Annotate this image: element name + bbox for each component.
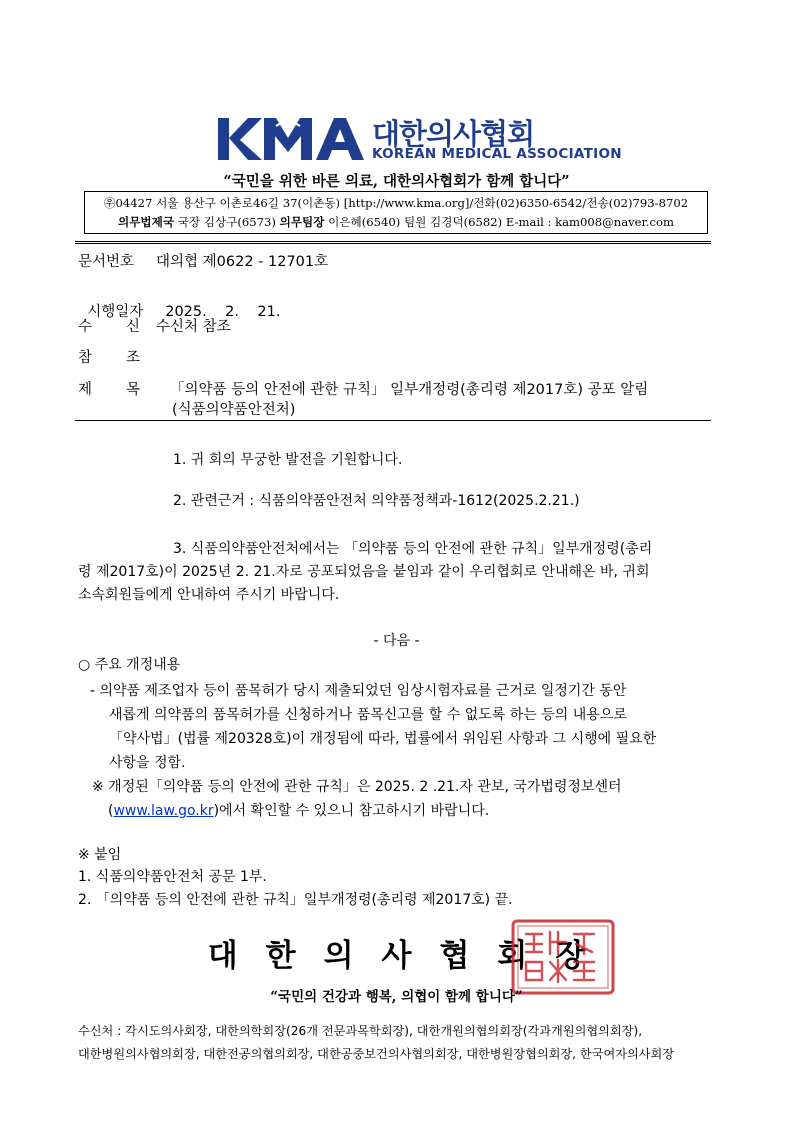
doc-number: 대의협 제0622 - 12701호 <box>156 254 329 270</box>
date: 2025. 2. 21. <box>165 304 281 320</box>
section-title: ○ 주요 개정내용 <box>78 657 181 673</box>
reference-label-1: 참 <box>78 350 93 366</box>
recipients-line-2: 대한병원의사협의회장, 대한전공의협의회장, 대한공중보건의사협의회장, 대한병원장협의회장, 한국여자의사회장 <box>78 1047 675 1061</box>
org-name-english: KOREAN MEDICAL ASSOCIATION <box>372 146 622 162</box>
item-line-2: 새롭게 의약품의 품목허가를 신청하거나 품목신고를 할 수 없도록 하는 등의 내용으로 <box>109 707 627 723</box>
closing-slogan: “국민의 건강과 행복, 의협이 함께 합니다” <box>270 989 523 1005</box>
reference-row <box>78 346 156 367</box>
contact-line-1: ㉾04427 서울 용산구 이촌로46길 37(이촌동) [http://www.kma.org]/전화(02)6350-6542/전송(02)793-8702 <box>103 196 689 210</box>
subject-line-2: (식품의약품안전처) <box>172 402 296 418</box>
meta-divider <box>75 420 711 421</box>
date-label: 시행일자 <box>87 304 144 320</box>
paragraph-3-line-1: 3. 식품의약품안전처에서는 「의약품 등의 안전에 관한 규칙」일부개정령(총리 <box>173 541 653 557</box>
kma-logo <box>216 116 371 162</box>
subject-line-1: 「의약품 등의 안전에 관한 규칙」 일부개정령(총리령 제2017호) 공포 알림 <box>170 382 649 398</box>
header-divider <box>75 241 711 244</box>
recipient-label-1: 수 <box>78 319 93 335</box>
attachment-item-2: 2. 「의약품 등의 안전에 관한 규칙」일부개정령(총리령 제2017호) 끝. <box>78 892 513 908</box>
subject-label-1: 제 <box>78 382 93 398</box>
dagum-heading: - 다음 - <box>373 633 420 649</box>
attachment-label: ※ 붙임 <box>78 847 122 863</box>
contact-box <box>84 191 708 234</box>
attachment-item-1: 1. 식품의약품안전처 공문 1부. <box>78 869 267 885</box>
kma-logo-mark <box>216 116 371 162</box>
slogan: “국민을 위한 바른 의료, 대한의사협회가 함께 합니다” <box>223 173 570 190</box>
reference-label-2: 조 <box>126 350 141 366</box>
subject-row <box>78 378 648 399</box>
subject-label-2: 목 <box>126 382 141 398</box>
doc-number-row <box>78 250 328 271</box>
paragraph-1: 1. 귀 회의 무궁한 발전을 기원합니다. <box>173 452 403 468</box>
item-line-4: 사항을 정함. <box>109 755 186 771</box>
contact-dept-1-detail: 국장 김상구(6573) <box>174 215 280 229</box>
contact-dept-2-detail: 이은혜(6540) 팀원 김경덕(6582) E-mail : kam008@naver.com <box>324 215 674 229</box>
recipient: 수신처 참조 <box>156 319 231 335</box>
note-line-2 <box>108 800 489 820</box>
paragraph-3-line-2: 령 제2017호)이 2025년 2. 21.자로 공포되었음을 붙임과 같이 우리협회로 안내해온 바, 귀회 <box>78 564 650 580</box>
paragraph-2: 2. 관련근거 : 식품의약품안전처 의약품정책과-1612(2025.2.21.) <box>173 493 580 509</box>
note-line-1: ※ 개정된「의약품 등의 안전에 관한 규칙」은 2025. 2 .21.자 관보, 국가법령정보센터 <box>92 779 622 795</box>
note-paren-open: ( <box>108 803 114 819</box>
contact-line-2 <box>85 213 707 232</box>
note-line-2-rest: )에서 확인할 수 있으니 참고하시기 바랍니다. <box>213 803 490 819</box>
paragraph-3-line-3: 소속회원들에게 안내하여 주시기 바랍니다. <box>78 587 340 603</box>
signer-name: 대한의사협회장 <box>207 938 614 974</box>
item-line-3: 「약사법」(법률 제20328호)이 개정됨에 따라, 법률에서 위임된 사항과 그 시행에 필요한 <box>109 731 657 747</box>
contact-dept-2: 의무팀장 <box>279 215 325 229</box>
contact-dept-1: 의무법제국 <box>118 215 175 229</box>
law-site-link[interactable]: www.law.go.kr <box>113 803 214 819</box>
org-name-korean: 대한의사협회 <box>372 117 535 151</box>
recipient-row <box>78 315 231 336</box>
item-line-1: - 의약품 제조업자 등이 품목허가 당시 제출되었던 임상시험자료를 근거로 일정기간 동안 <box>90 683 627 699</box>
recipients-line-1: 수신처 : 각시도의사회장, 대한의학회장(26개 전문과목학회장), 대한개원의협의회장(각과개원의협의회장), <box>78 1024 643 1038</box>
doc-number-label: 문서번호 <box>78 254 135 270</box>
recipient-label-2: 신 <box>126 319 141 335</box>
